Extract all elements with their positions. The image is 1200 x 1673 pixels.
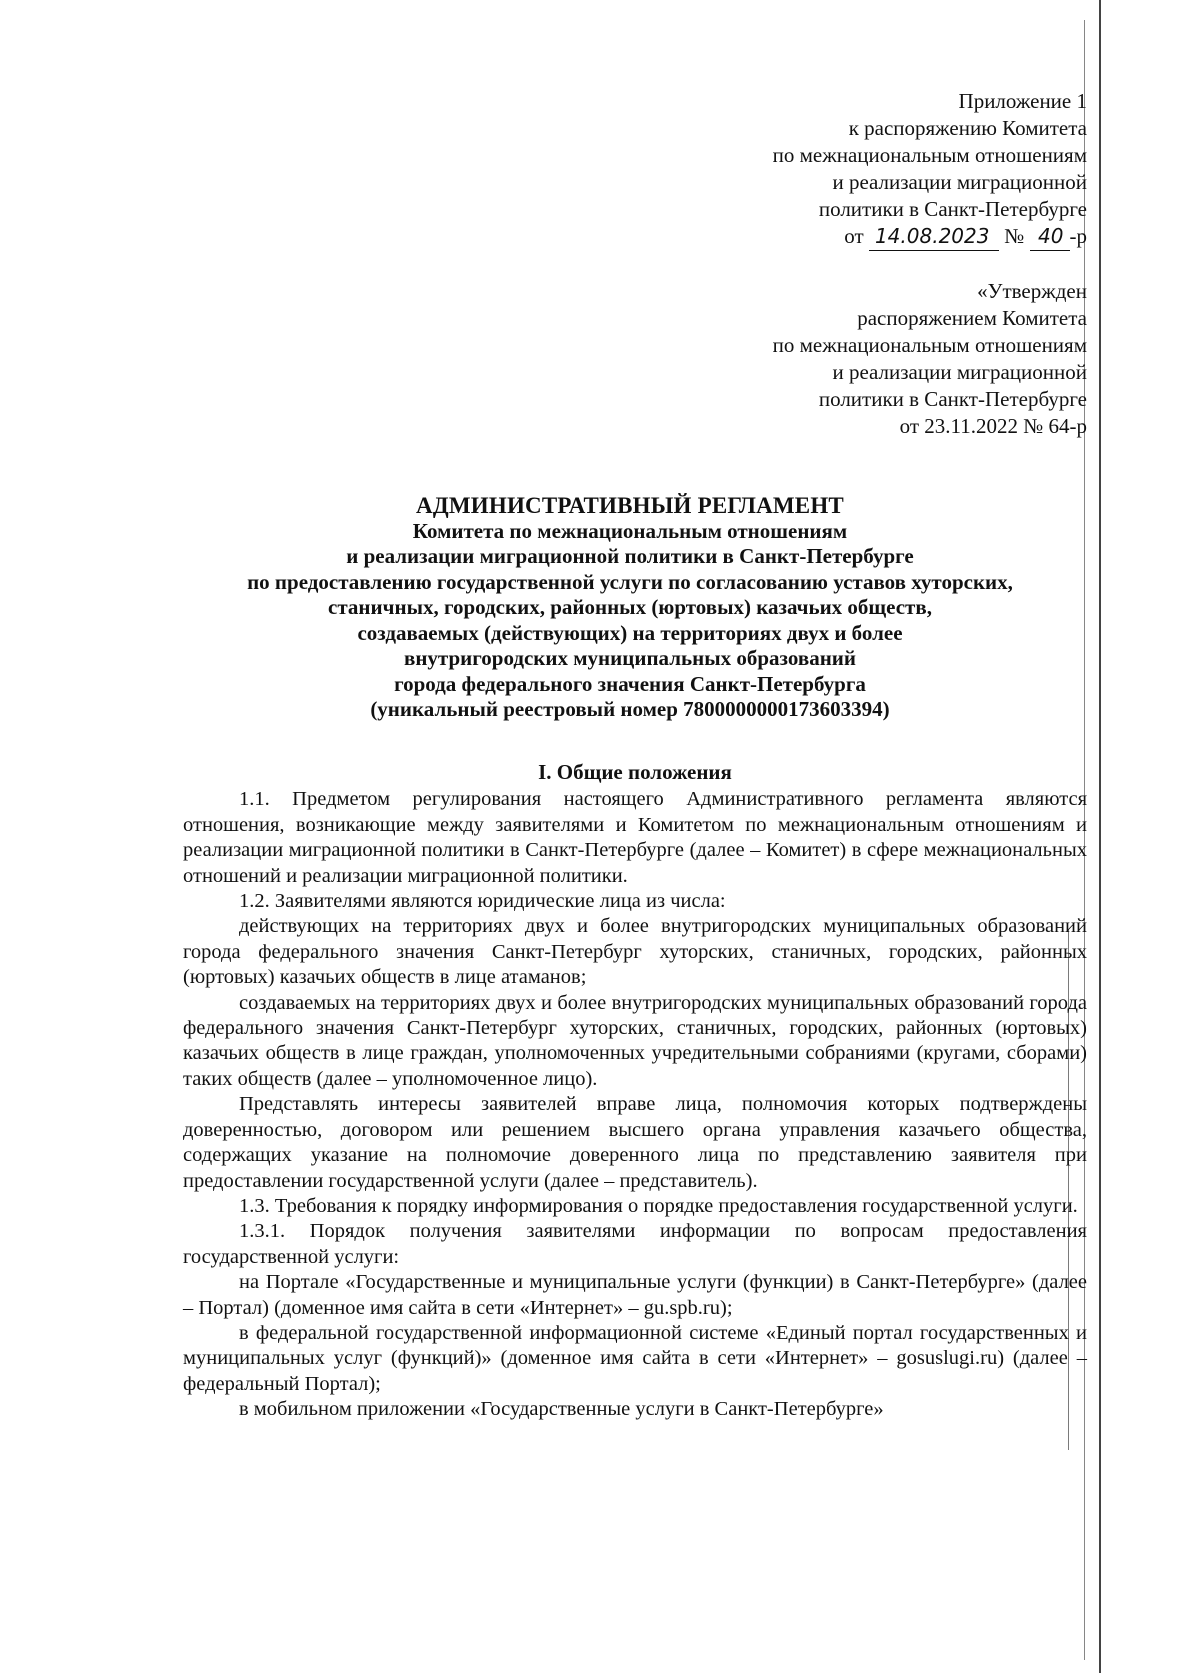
paragraph: 1.3. Требования к порядку информирования о порядке предоставления государственной услуги. bbox=[239, 1194, 1078, 1217]
appendix-line: к распоряжению Комитета bbox=[848, 116, 1087, 140]
paragraph: в мобильном приложении «Государственные услуги в Санкт-Петербурге» bbox=[239, 1398, 884, 1421]
title-line: (уникальный реестровый номер 7800000000173603394) bbox=[370, 697, 890, 721]
title-line: внутригородских муниципальных образований bbox=[403, 646, 856, 670]
appendix-line: Приложение 1 bbox=[958, 89, 1087, 113]
title-line: Комитета по межнациональным отношениям bbox=[412, 518, 848, 543]
paragraph: в федеральной государственной информационной системе «Единый портал государственных и муниципальных услуг (функций)» (доменное имя сайта в сети «Интернет» – gosuslugi.ru) (далее – федеральный Портал); bbox=[183, 1321, 1087, 1395]
paragraph: создаваемых на территориях двух и более внутригородских муниципальных образований города федерального значения Санкт-Петербург хуторских, станичных, городских, районных (юртовых) казачьих обществ в лице граждан, уполномоченных учредительными собраниями (кругами, сборами) таких обществ (далее – уполномоченное лицо). bbox=[183, 991, 1087, 1090]
paragraph: 1.3.1. Порядок получения заявителями информации по вопросам предоставления государственной услуги: bbox=[183, 1220, 1087, 1268]
paragraph: 1.1. Предметом регулирования настоящего Административного регламента являются отношения, возникающие между заявителями и Комитетом по межнациональным отношениям и реализации миграционной политики в Санкт-Петербурге (далее – Комитет) в сфере межнациональных отношений и реализации миграционной политики. bbox=[183, 788, 1087, 887]
section-general-provisions bbox=[183, 760, 1087, 1423]
title-line: по предоставлению государственной услуги по согласованию уставов хуторских, bbox=[247, 569, 1013, 594]
handwritten-date: 14.08.2023 bbox=[869, 223, 999, 251]
approved-line: и реализации миграционной bbox=[832, 360, 1087, 384]
paragraph: действующих на территориях двух и более внутригородских муниципальных образований города федерального значения Санкт-Петербург хуторских, станичных, городских, районных (юртовых) казачьих обществ в лице атаманов; bbox=[183, 915, 1087, 989]
approved-line: политики в Санкт-Петербурге bbox=[818, 387, 1087, 411]
number-prefix: № bbox=[1004, 224, 1025, 248]
handwritten-number: 40 bbox=[1030, 223, 1070, 251]
date-prefix: от bbox=[844, 224, 864, 248]
approved-line: распоряжением Комитета bbox=[857, 306, 1087, 330]
paragraph: 1.2. Заявителями являются юридические лица из числа: bbox=[239, 890, 726, 913]
paragraph: Представлять интересы заявителей вправе лица, полномочия которых подтверждены доверенностью, договором или решением высшего органа управления казачьего общества, содержащих указание на полномочие доверенного лица по представлению заявителя при предоставлении государственной услуги (далее – представитель). bbox=[183, 1093, 1087, 1192]
approved-line: от 23.11.2022 № 64-р bbox=[899, 414, 1087, 438]
title-line: и реализации миграционной политики в Санкт-Петербурге bbox=[346, 544, 914, 568]
appendix-line: политики в Санкт-Петербурге bbox=[818, 197, 1087, 221]
number-suffix: -р bbox=[1069, 224, 1087, 248]
title-line: станичных, городских, районных (юртовых) казачьих обществ, bbox=[328, 595, 932, 619]
paragraph: на Портале «Государственные и муниципальные услуги (функции) в Санкт-Петербурге» (далее – Портал) (доменное имя сайта в сети «Интернет» – gu.spb.ru); bbox=[183, 1271, 1087, 1319]
appendix-date-line bbox=[773, 223, 1087, 251]
section-heading: I. Общие положения bbox=[538, 760, 732, 784]
appendix-header bbox=[773, 88, 1087, 251]
title-line: города федерального значения Санкт-Петербурга bbox=[394, 671, 866, 696]
appendix-line: и реализации миграционной bbox=[832, 170, 1087, 194]
scan-artifact-line bbox=[1099, 0, 1101, 1673]
approved-line: «Утвержден bbox=[977, 279, 1087, 303]
document-title: АДМИНИСТРАТИВНЫЙ РЕГЛАМЕНТ bbox=[416, 493, 844, 518]
regulation-title bbox=[180, 493, 1080, 723]
appendix-line: по межнациональным отношениям bbox=[772, 143, 1087, 167]
title-line: создаваемых (действующих) на территориях двух и более bbox=[357, 620, 903, 645]
approved-line: по межнациональным отношениям bbox=[772, 333, 1087, 357]
approved-block bbox=[773, 278, 1087, 440]
